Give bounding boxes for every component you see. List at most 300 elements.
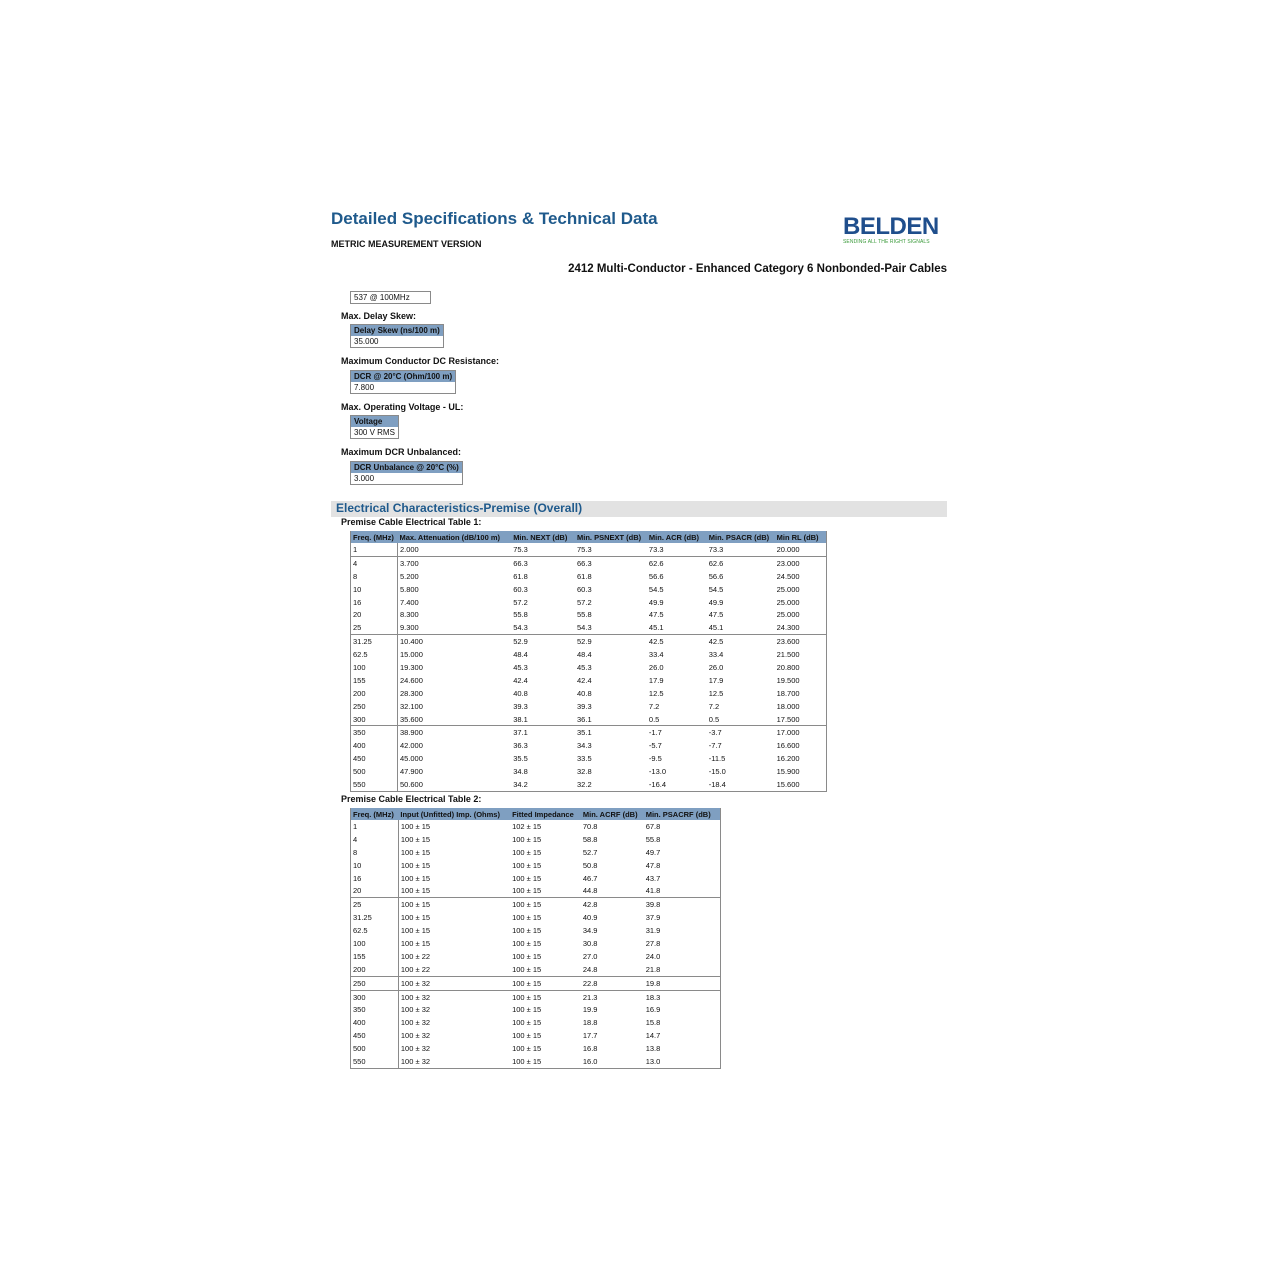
table-cell: 37.9	[645, 913, 661, 923]
table-cell: 37.1	[511, 726, 575, 739]
table-cell: 450	[351, 752, 398, 765]
table-cell: 56.6	[648, 571, 664, 581]
table-cell: 45.000	[399, 754, 423, 764]
table-cell: 47.5	[648, 610, 664, 620]
table-cell: 57.2	[513, 597, 528, 607]
table-cell: 100 ± 15	[400, 938, 431, 948]
table-cell: 16.200	[776, 754, 800, 764]
spec-box-delay-skew	[350, 324, 444, 348]
table-cell: 48.4	[513, 650, 528, 660]
table-cell: 300	[351, 990, 399, 1003]
column-header: Input (Unfitted) Imp. (Ohms)	[398, 808, 510, 820]
table-cell: 62.5	[351, 924, 399, 937]
table-cell: 34.9	[582, 926, 598, 936]
table-cell: 8.300	[399, 610, 419, 620]
table-row	[351, 859, 721, 872]
table-cell: 16	[351, 596, 398, 609]
table1-label: Premise Cable Electrical Table 1:	[341, 517, 482, 527]
table-cell: 16.9	[645, 1005, 661, 1015]
table-cell: 62.6	[707, 556, 775, 569]
table-cell: 75.3	[577, 544, 592, 554]
table-cell: 54.5	[708, 584, 724, 594]
spec-header: Voltage	[351, 416, 398, 427]
table-cell: 20	[351, 884, 399, 897]
table-cell: 36.1	[577, 714, 592, 724]
table-cell: 24.300	[776, 623, 800, 633]
spec-label-delay-skew: Max. Delay Skew:	[341, 311, 417, 321]
table-cell: 73.3	[648, 544, 664, 554]
table-cell: 33.5	[577, 754, 592, 764]
table-cell: 27.0	[582, 951, 598, 961]
table-row	[351, 1016, 721, 1029]
table-cell: 200	[351, 687, 398, 700]
table-cell: 100 ± 15	[512, 834, 542, 844]
table-cell: 43.7	[645, 873, 661, 883]
column-header: Min. PSACR (dB)	[707, 531, 775, 543]
table-cell: 36.3	[513, 741, 528, 751]
table-cell: 24.8	[582, 964, 598, 974]
table-cell: -11.5	[708, 754, 726, 764]
table-cell: 100 ± 15	[400, 821, 431, 831]
table-cell: 15.8	[645, 1018, 661, 1028]
table-row	[351, 1055, 721, 1068]
table-row	[351, 1029, 721, 1042]
table-cell: 32.100	[399, 701, 423, 711]
table-row	[351, 950, 721, 963]
table-cell: 100 ± 15	[512, 964, 542, 974]
table-row	[351, 820, 721, 833]
table-cell: 12.5	[648, 688, 664, 698]
table-cell: -7.7	[708, 741, 722, 751]
table-cell: 0.5	[708, 714, 720, 724]
table-cell: 18.8	[582, 1018, 598, 1028]
table-cell: 50.8	[582, 860, 598, 870]
table-cell: 102 ± 15	[512, 821, 542, 831]
table-row	[351, 700, 827, 713]
table-cell: 35.5	[513, 754, 528, 764]
table-cell: 23.600	[775, 635, 827, 648]
table-cell: 100 ± 32	[400, 1044, 431, 1054]
table-cell: 40.8	[513, 688, 528, 698]
table-cell: 350	[351, 726, 398, 739]
column-header: Fitted Impedance	[510, 808, 581, 820]
table-row	[351, 846, 721, 859]
table-cell: 20.800	[776, 662, 800, 672]
table-cell: 52.7	[582, 847, 598, 857]
table-cell: 58.8	[582, 834, 598, 844]
table-cell: 17.000	[775, 726, 827, 739]
table-cell: 54.3	[577, 623, 592, 633]
spec-value: 300 V RMS	[351, 427, 398, 438]
table-cell: 250	[351, 976, 399, 990]
table-cell: 100 ± 32	[400, 1056, 431, 1066]
table-cell: 45.1	[708, 623, 724, 633]
table-cell: 55.8	[577, 610, 592, 620]
table-cell: 550	[351, 778, 398, 791]
table-row	[351, 583, 827, 596]
table-row	[351, 608, 827, 621]
spec-box-top	[350, 291, 431, 304]
table-row	[351, 898, 721, 911]
table-cell: 54.5	[648, 584, 664, 594]
table-cell: 100	[351, 661, 398, 674]
table-cell: 100 ± 15	[512, 1018, 542, 1028]
table-cell: 5.200	[399, 571, 419, 581]
table-cell: 31.25	[351, 911, 399, 924]
table-cell: 100 ± 15	[512, 913, 542, 923]
table-cell: 23.000	[775, 556, 827, 569]
table-row	[351, 872, 721, 885]
table-cell: 56.6	[708, 571, 724, 581]
table-cell: 44.8	[582, 886, 598, 896]
table-header-row	[351, 808, 721, 820]
table-cell: 100 ± 15	[512, 938, 542, 948]
table-row	[351, 778, 827, 791]
table-cell: 250	[351, 700, 398, 713]
spec-label-dc-resistance: Maximum Conductor DC Resistance:	[341, 356, 500, 366]
table-cell: 33.4	[708, 650, 724, 660]
table2-label: Premise Cable Electrical Table 2:	[341, 794, 482, 804]
table-cell: 16	[351, 872, 399, 885]
table-cell: 7.400	[399, 597, 419, 607]
table-cell: 100 ± 15	[400, 926, 431, 936]
table-cell: 18.700	[776, 688, 800, 698]
table-cell: 100 ± 32	[400, 1005, 431, 1015]
table-cell: 61.8	[513, 571, 528, 581]
table-cell: 100 ± 15	[400, 873, 431, 883]
table-cell: 25.000	[776, 597, 800, 607]
table-cell: 26.0	[648, 662, 664, 672]
spec-header: DCR @ 20°C (Ohm/100 m)	[351, 371, 455, 382]
table-cell: 8	[351, 570, 398, 583]
spec-value: 35.000	[351, 336, 443, 347]
table-cell: -16.4	[648, 779, 667, 789]
spec-header: Delay Skew (ns/100 m)	[351, 325, 443, 336]
table-header-row	[351, 531, 827, 543]
table-cell: 32.8	[577, 767, 592, 777]
table-cell: 35.1	[575, 726, 647, 739]
column-header: Freq. (MHz)	[351, 531, 398, 543]
table-row	[351, 635, 827, 648]
table-cell: 7.2	[708, 701, 720, 711]
table-cell: 3.700	[397, 556, 511, 569]
table-cell: 14.7	[645, 1031, 661, 1041]
table-cell: 1	[351, 820, 399, 833]
table-cell: 17.9	[648, 675, 664, 685]
table-cell: 73.3	[708, 544, 724, 554]
table-cell: 8	[351, 846, 399, 859]
table-cell: 66.3	[575, 556, 647, 569]
table-row	[351, 963, 721, 976]
table-cell: 41.8	[645, 886, 661, 896]
table-row	[351, 556, 827, 569]
table-cell: 100 ± 15	[398, 898, 510, 911]
table-row	[351, 911, 721, 924]
table-cell: 19.500	[776, 675, 800, 685]
table-cell: 19.8	[644, 976, 721, 990]
table-cell: 40.9	[582, 913, 598, 923]
table-cell: 16.600	[776, 741, 800, 751]
table-cell: -9.5	[648, 754, 662, 764]
table-cell: 100 ± 15	[512, 886, 542, 896]
column-header: Min. NEXT (dB)	[511, 531, 575, 543]
table-cell: 100 ± 15	[512, 1056, 542, 1066]
column-header: Min. ACRF (dB)	[581, 808, 644, 820]
table-cell: 48.4	[577, 650, 592, 660]
table-cell: 42.4	[513, 675, 528, 685]
product-title: 2412 Multi-Conductor - Enhanced Category 6 Nonbonded-Pair Cables	[568, 263, 947, 275]
table-cell: 1	[351, 543, 398, 556]
table-row	[351, 1042, 721, 1055]
table-cell: 38.900	[397, 726, 511, 739]
table-cell: -5.7	[648, 741, 662, 751]
table-cell: 17.500	[776, 714, 800, 724]
table-row	[351, 713, 827, 726]
table-cell: 27.8	[645, 938, 661, 948]
table-cell: 15.900	[776, 767, 800, 777]
table-cell: 4	[351, 833, 399, 846]
table-cell: 17.7	[582, 1031, 598, 1041]
table-cell: 39.3	[577, 701, 592, 711]
table-cell: 100 ± 15	[400, 886, 431, 896]
table-cell: 60.3	[577, 584, 592, 594]
table-cell: 40.8	[577, 688, 592, 698]
column-header: Min RL (dB)	[775, 531, 827, 543]
table-cell: 155	[351, 674, 398, 687]
table-cell: 31.9	[645, 926, 661, 936]
table-cell: 34.8	[513, 767, 528, 777]
table-cell: 20	[351, 608, 398, 621]
table-cell: 100 ± 32	[400, 1018, 431, 1028]
table-cell: 30.8	[582, 938, 598, 948]
table-cell: 66.3	[511, 556, 575, 569]
table-cell: 16.8	[582, 1044, 598, 1054]
table-cell: 21.500	[776, 650, 800, 660]
table-cell: 2.000	[399, 544, 419, 554]
table-cell: 100 ± 22	[400, 951, 431, 961]
table-row	[351, 570, 827, 583]
table-cell: 28.300	[399, 688, 423, 698]
table-cell: 62.5	[351, 648, 398, 661]
table-row	[351, 621, 827, 634]
table-cell: 300	[351, 713, 398, 726]
table-cell: 62.6	[647, 556, 707, 569]
column-header: Freq. (MHz)	[351, 808, 399, 820]
spec-header: DCR Unbalance @ 20°C (%)	[351, 462, 462, 473]
table-cell: 42.8	[581, 898, 644, 911]
table-cell: 100 ± 22	[400, 964, 431, 974]
table-cell: 17.9	[708, 675, 724, 685]
table-cell: 100 ± 15	[512, 1031, 542, 1041]
column-header: Min. ACR (dB)	[647, 531, 707, 543]
spec-value: 537 @ 100MHz	[351, 292, 430, 303]
spec-label-dcr-unbalance: Maximum DCR Unbalanced:	[341, 447, 462, 457]
table-cell: 60.3	[513, 584, 528, 594]
table-cell: 47.900	[399, 767, 423, 777]
table-row	[351, 884, 721, 897]
table-cell: 25.000	[776, 610, 800, 620]
table-cell: 100 ± 15	[510, 990, 581, 1003]
table-cell: 42.4	[577, 675, 592, 685]
table-cell: 12.5	[708, 688, 724, 698]
column-header: Min. PSNEXT (dB)	[575, 531, 647, 543]
table-cell: -1.7	[647, 726, 707, 739]
table-cell: 10	[351, 859, 399, 872]
table-cell: 500	[351, 1042, 399, 1055]
table-cell: 31.25	[351, 635, 398, 648]
table-cell: 21.8	[645, 964, 661, 974]
table-cell: 52.9	[511, 635, 575, 648]
table-cell: 0.5	[648, 714, 660, 724]
logo-tagline: SENDING ALL THE RIGHT SIGNALS	[843, 239, 930, 245]
table-cell: 52.9	[575, 635, 647, 648]
table-cell: 15.000	[399, 650, 423, 660]
table-cell: 19.300	[399, 662, 423, 672]
table-cell: 38.1	[513, 714, 528, 724]
table-cell: 61.8	[577, 571, 592, 581]
table-row	[351, 765, 827, 778]
table-row	[351, 596, 827, 609]
table-row	[351, 833, 721, 846]
spec-value: 3.000	[351, 473, 462, 484]
table-cell: 100 ± 15	[400, 847, 431, 857]
table-cell: 100 ± 15	[512, 951, 542, 961]
table-cell: 400	[351, 1016, 399, 1029]
table-cell: 21.3	[581, 990, 644, 1003]
table-cell: 26.0	[708, 662, 724, 672]
table-cell: 24.500	[776, 571, 800, 581]
table-cell: 19.9	[582, 1005, 598, 1015]
table-cell: 34.2	[513, 779, 528, 789]
section-title: Electrical Characteristics-Premise (Overall)	[336, 501, 583, 515]
table-cell: 75.3	[513, 544, 528, 554]
table-row	[351, 990, 721, 1003]
table-cell: 100	[351, 937, 399, 950]
table-cell: 55.8	[513, 610, 528, 620]
table-cell: 100 ± 15	[512, 860, 542, 870]
table-cell: 4	[351, 556, 398, 569]
table-cell: 54.3	[513, 623, 528, 633]
table-cell: 450	[351, 1029, 399, 1042]
table-row	[351, 752, 827, 765]
table-cell: 18.000	[776, 701, 800, 711]
table-cell: 155	[351, 950, 399, 963]
table-cell: 49.9	[708, 597, 724, 607]
spec-label-voltage: Max. Operating Voltage - UL:	[341, 402, 464, 412]
table-cell: -18.4	[708, 779, 726, 789]
table-row	[351, 976, 721, 990]
table-cell: 47.8	[645, 860, 661, 870]
table-cell: -13.0	[648, 767, 667, 777]
document-title: Detailed Specifications & Technical Data	[331, 209, 658, 228]
table-row	[351, 543, 827, 556]
table-row	[351, 674, 827, 687]
table-cell: 15.600	[776, 779, 800, 789]
table-cell: 22.8	[581, 976, 644, 990]
table-cell: 100 ± 15	[400, 834, 431, 844]
table-cell: 24.600	[399, 675, 423, 685]
table-cell: 10	[351, 583, 398, 596]
table-cell: 7.2	[648, 701, 660, 711]
table-cell: 100 ± 15	[400, 860, 431, 870]
table-cell: 35.600	[399, 714, 423, 724]
electrical-table-1	[350, 531, 827, 792]
table-cell: 34.3	[577, 741, 592, 751]
table-cell: 49.7	[645, 847, 661, 857]
table-cell: 25	[351, 621, 398, 634]
table-cell: 10.400	[397, 635, 511, 648]
table-row	[351, 726, 827, 739]
table-cell: 13.0	[645, 1056, 661, 1066]
table-cell: 24.0	[645, 951, 661, 961]
spec-value: 7.800	[351, 382, 455, 393]
table-cell: 20.000	[776, 544, 800, 554]
table-cell: 100 ± 32	[400, 1031, 431, 1041]
table-cell: 400	[351, 739, 398, 752]
table-cell: 49.9	[648, 597, 664, 607]
table-cell: 100 ± 15	[512, 1044, 542, 1054]
spec-box-dc-resistance	[350, 370, 456, 394]
table-cell: 32.2	[577, 779, 592, 789]
column-header: Max. Attenuation (dB/100 m)	[397, 531, 511, 543]
table-cell: 45.3	[577, 662, 592, 672]
table-cell: 16.0	[582, 1056, 598, 1066]
table-cell: 67.8	[645, 821, 661, 831]
electrical-table-2	[350, 808, 721, 1069]
spec-box-dcr-unbalance	[350, 461, 463, 485]
table-cell: 100 ± 32	[398, 976, 510, 990]
table-cell: 100 ± 32	[398, 990, 510, 1003]
table-cell: 350	[351, 1003, 399, 1016]
column-header: Min. PSACRF (dB)	[644, 808, 721, 820]
table-cell: 25.000	[776, 584, 800, 594]
table-cell: 200	[351, 963, 399, 976]
spec-box-voltage	[350, 415, 399, 439]
table-cell: 550	[351, 1055, 399, 1068]
table-cell: 42.5	[707, 635, 775, 648]
table-cell: 100 ± 15	[512, 847, 542, 857]
table-cell: 9.300	[399, 623, 419, 633]
table-row	[351, 648, 827, 661]
table-row	[351, 1003, 721, 1016]
table-row	[351, 937, 721, 950]
table-cell: 25	[351, 898, 399, 911]
table-row	[351, 661, 827, 674]
table-cell: 42.000	[399, 741, 423, 751]
table-cell: 55.8	[645, 834, 661, 844]
table-row	[351, 924, 721, 937]
table-cell: 45.3	[513, 662, 528, 672]
table-cell: 100 ± 15	[400, 913, 431, 923]
logo-wordmark: BELDEN	[843, 213, 939, 240]
table-cell: 46.7	[582, 873, 598, 883]
table-cell: 13.8	[645, 1044, 661, 1054]
table-cell: 100 ± 15	[512, 873, 542, 883]
table-cell: 5.800	[399, 584, 419, 594]
table-cell: -3.7	[707, 726, 775, 739]
table-cell: 50.600	[399, 779, 423, 789]
table-cell: 70.8	[582, 821, 598, 831]
table-cell: 100 ± 15	[512, 1005, 542, 1015]
table-cell: 100 ± 15	[510, 976, 581, 990]
table-cell: 33.4	[648, 650, 664, 660]
table-row	[351, 687, 827, 700]
table-cell: 100 ± 15	[512, 926, 542, 936]
table-cell: 39.8	[644, 898, 721, 911]
table-cell: 18.3	[644, 990, 721, 1003]
table-cell: -15.0	[708, 767, 726, 777]
table-cell: 42.5	[647, 635, 707, 648]
